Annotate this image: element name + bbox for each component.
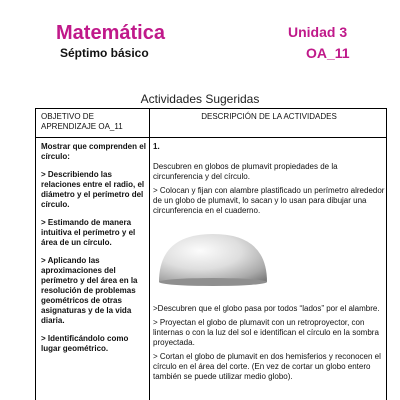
objective-item: > Aplicando las aproximaciones del perímetro y del área en la resolución de problemas geométricos de otras asignaturas y de la vida diaria. — [41, 256, 138, 325]
objective-item: > Estimando de manera intuitiva el perímetro y el área de un círculo. — [41, 218, 136, 247]
objective-column-header: OBJETIVO DE APRENDIZAJE OA_11 — [41, 112, 123, 131]
grade-label: Séptimo básico — [60, 46, 149, 60]
oa-label: OA_11 — [306, 45, 350, 61]
column-divider — [149, 109, 150, 400]
objectives-cell — [41, 142, 147, 362]
objective-item: > Describiendo las relaciones entre el radio, el diámetro y el perímetro del círculo. — [41, 170, 145, 209]
section-title: Actividades Sugeridas — [140, 92, 260, 106]
activity-text: > Cortan el globo de plumavit en dos hemisferios y reconocen el círculo en el área del corte. (En vez de cortar un globo entero también se puede utilizar medio globo). — [153, 352, 381, 381]
plumavit-hemisphere-image — [153, 230, 273, 290]
objective-item: > Identificándolo como lugar geométrico. — [41, 334, 129, 353]
subject-title: Matemática — [56, 22, 165, 44]
activity-number: 1. — [153, 142, 160, 151]
activity-text: > Colocan y fijan con alambre plastificado un perímetro alrededor de un globo de plumavit, lo sacan y lo usan para dibujar una circunferencia en el cuaderno. — [153, 186, 385, 215]
unit-label: Unidad 3 — [288, 24, 348, 40]
activity-text: > Proyectan el globo de plumavit con un retroproyector, con linternas o con la luz del sol e identifican el círculo en la sombra proyectada. — [153, 318, 379, 347]
objective-intro: Mostrar que comprenden el círculo: — [41, 142, 146, 161]
activity-text: Descubren en globos de plumavit propiedades de la circunferencia y del círculo. — [153, 162, 338, 181]
activities-cell — [153, 142, 385, 386]
activities-table — [35, 108, 387, 400]
activity-text: >Descubren que el globo pasa por todos “lados” por el alambre. — [153, 304, 380, 313]
header-row-divider — [36, 137, 386, 138]
description-column-header: DESCRIPCIÓN DE LA ACTIVIDADES — [201, 112, 337, 121]
